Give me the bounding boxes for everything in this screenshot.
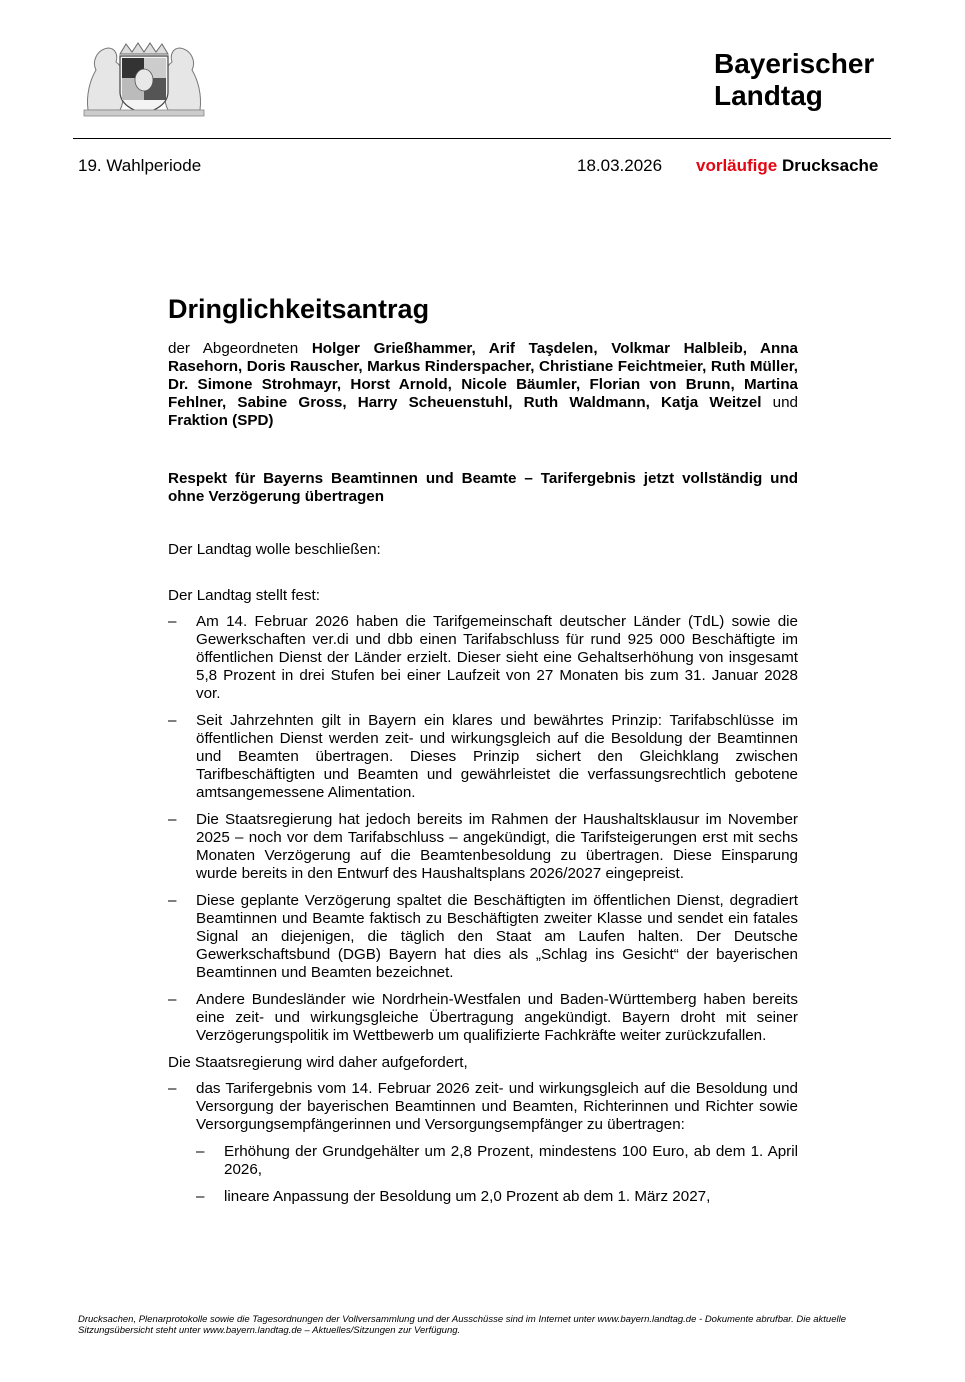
bavarian-coat-of-arms-icon bbox=[80, 40, 208, 118]
document-title: Dringlichkeitsantrag bbox=[168, 294, 430, 324]
finding-item: – Andere Bundesländer wie Nordrhein-Westfalen und Baden-Württemberg haben bereits eine zeit- und wirkungsgleiche Übertragung angekündigt. Bayern droht mit seiner Verzögerungspolitik im Wettbewerb um qualifizierte Fachkräfte weiter zurückzufallen. bbox=[168, 991, 798, 1045]
authors-faction: Fraktion (SPD) bbox=[168, 412, 274, 429]
document-subject: Respekt für Bayerns Beamtinnen und Beamte – Tarifergebnis jetzt vollständig und ohne Verzögerung übertragen bbox=[168, 470, 798, 505]
demand-main-text: das Tarifergebnis vom 14. Februar 2026 zeit- und wirkungsgleich auf die Besoldung und Versorgung der bayerischen Beamtinnen und Beamten, Richterinnen und Richter sowie Versorgungsempfängerinnen und Versorgungsempfänger zu übertragen: bbox=[196, 1080, 798, 1133]
finding-item: – Diese geplante Verzögerung spaltet die Beschäftigten im öffentlichen Dienst, degradiert Beamtinnen und Beamte faktisch zu Beschäftigten zweiter Klasse und sendet ein fatales Signal an diejenigen, die täglich den Staat am Laufen halten. Der Deutsche Gewerkschaftsbund (DGB) Bayern hat dies als „Schlag ins Gesicht“ der bayerischen Beamtinnen und Beamten bezeichnet. bbox=[168, 892, 798, 982]
footer-note: Drucksachen, Plenarprotokolle sowie die Tagesordnungen der Vollversammlung und der Ausschüsse sind im Internet unter www.bayern.landtag.de - Dokumente abrufbar. Die aktuelle Sitzungsübersicht steht unter www.bayern.landtag.de – Aktuelles/Sitzungen zur Verfügung. bbox=[78, 1314, 846, 1336]
demands-intro: Die Staatsregierung wird daher aufgefordert, bbox=[168, 1054, 468, 1071]
electoral-period: 19. Wahlperiode bbox=[78, 156, 202, 175]
status-prefix: vorläufige bbox=[696, 156, 778, 175]
brand-name bbox=[714, 48, 874, 112]
brand-line-2: Landtag bbox=[714, 80, 823, 111]
findings-list bbox=[168, 613, 798, 1045]
document-status bbox=[696, 156, 878, 176]
authors-intro: der Abgeordneten bbox=[168, 340, 299, 357]
demands-list bbox=[168, 1080, 798, 1206]
authors bbox=[168, 340, 798, 430]
brand-line-1: Bayerischer bbox=[714, 48, 875, 79]
authors-names: Holger Grießhammer, Arif Taşdelen, Volkmar Halbleib, Anna Rasehorn, Doris Rauscher, Markus Rinderspacher, Christiane Feichtmeier, Ruth Müller, Dr. Simone Strohmayr, Horst Arnold, Nicole Bäumler, Florian von Brunn, Martina Fehlner, Sabine Gross, Harry Scheuenstuhl, Ruth Waldmann, Katja Weitzel bbox=[168, 340, 798, 411]
finding-item: – Am 14. Februar 2026 haben die Tarifgemeinschaft deutscher Länder (TdL) sowie die Gewerkschaften ver.di und dbb einen Tarifabschluss für rund 925 000 Beschäftigte im öffentlichen Dienst der Länder erzielt. Dieser sieht eine Gehaltserhöhung von insgesamt 5,8 Prozent in drei Stufen bei einer Laufzeit von 27 Monaten bis zum 31. Januar 2028 vor. bbox=[168, 613, 798, 703]
finding-item: – Die Staatsregierung hat jedoch bereits im Rahmen der Haushaltsklausur im November 2025 – noch vor dem Tarifabschluss – angekündigt, die Tarifsteigerungen erst mit sechs Monaten Verzögerung auf die Beamtenbesoldung zu übertragen. Diese Einsparung wurde bereits in den Entwurf des Haushaltsplans 2026/2027 eingepreist. bbox=[168, 811, 798, 883]
findings-intro: Der Landtag stellt fest: bbox=[168, 587, 320, 604]
authors-and: und bbox=[772, 394, 798, 411]
document-body bbox=[168, 292, 798, 1215]
demand-sub-item: – lineare Anpassung der Besoldung um 2,0 Prozent ab dem 1. März 2027, bbox=[196, 1188, 798, 1206]
resolve-statement: Der Landtag wolle beschließen: bbox=[168, 541, 381, 558]
header-divider bbox=[73, 138, 891, 139]
document-date: 18.03.2026 bbox=[577, 156, 663, 175]
finding-item: – Seit Jahrzehnten gilt in Bayern ein klares und bewährtes Prinzip: Tarifabschlüsse im öffentlichen Dienst werden zeit- und wirkungsgleich auf die Besoldung der Beamtinnen und Beamten übertragen. Dieses Prinzip sichert den Gleichklang zwischen Tarifbeschäftigten und Beamten und gewährleistet die verfassungsrechtlich gebotene amtsangemessene Alimentation. bbox=[168, 712, 798, 802]
demand-sub-list bbox=[196, 1143, 798, 1206]
status-suffix: Drucksache bbox=[781, 156, 879, 175]
demand-item bbox=[168, 1080, 798, 1206]
demand-sub-item: – Erhöhung der Grundgehälter um 2,8 Prozent, mindestens 100 Euro, ab dem 1. April 2026, bbox=[196, 1143, 798, 1179]
